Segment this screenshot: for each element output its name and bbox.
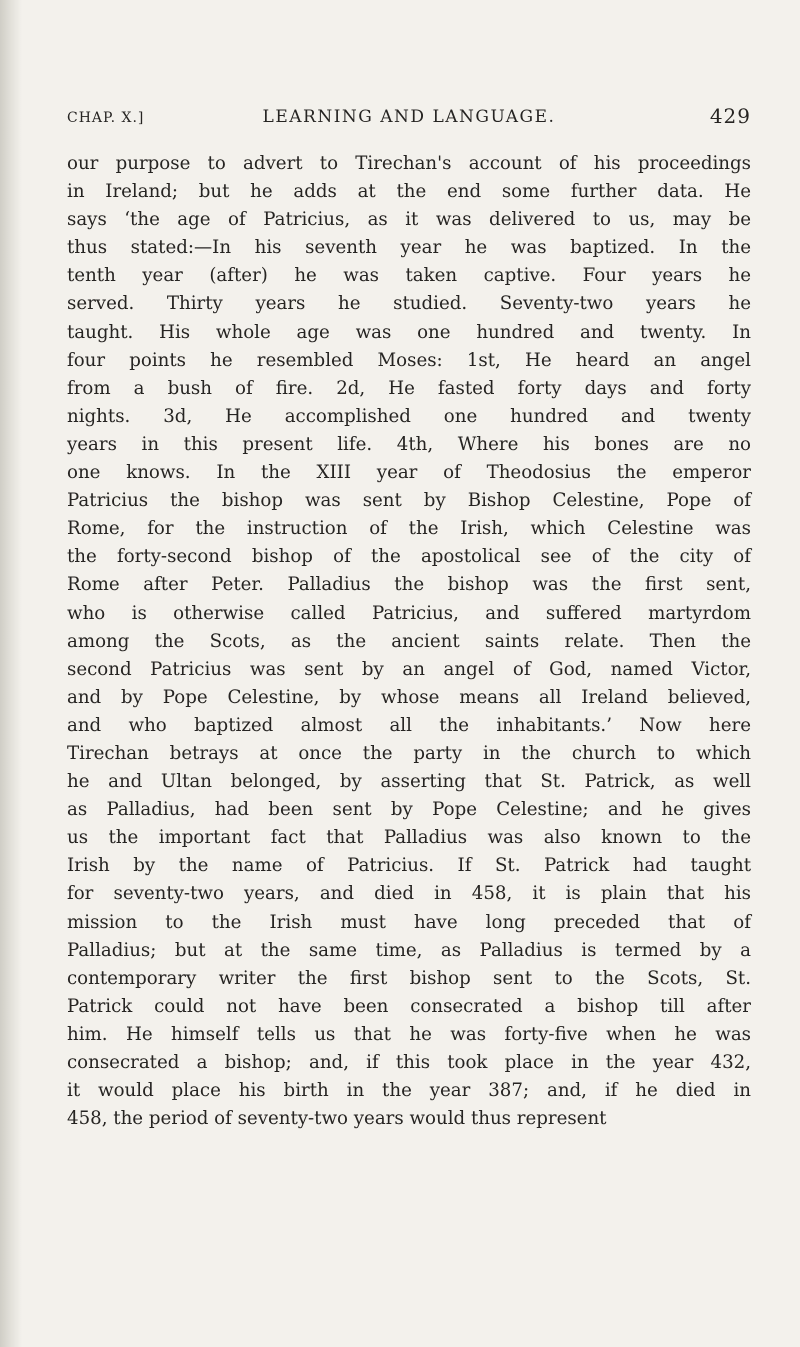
text-line: he and Ultan belonged, by asserting that St. Patrick, as well [67, 771, 751, 793]
text-line: Palladius; but at the same time, as Palladius is termed by a [67, 939, 751, 961]
text-line: from a bush of fire. 2d, He fasted forty days and forty [67, 377, 751, 399]
text-line: us the important fact that Palladius was also known to the [67, 827, 751, 849]
chapter-label: CHAP. X.] [67, 110, 145, 126]
text-line: taught. His whole age was one hundred and twenty. In [67, 321, 751, 343]
page-binding-shadow [0, 0, 22, 1347]
page-number: 429 [709, 104, 751, 128]
text-line: as Palladius, had been sent by Pope Celestine; and he gives [67, 799, 751, 821]
text-line: tenth year (after) he was taken captive. Four years he [67, 265, 751, 287]
text-line: and by Pope Celestine, by whose means all Ireland believed, [67, 686, 751, 708]
text-line: four points he resembled Moses: 1st, He heard an angel [67, 349, 751, 371]
text-line: Irish by the name of Patricius. If St. Patrick had taught [67, 855, 751, 877]
text-line: our purpose to advert to Tirechan's account of his proceedings [67, 153, 751, 174]
text-line: it would place his birth in the year 387; and, if he died in [67, 1080, 751, 1102]
page-body [67, 150, 751, 1133]
running-header [67, 104, 751, 134]
text-line: Patricius the bishop was sent by Bishop Celestine, Pope of [67, 490, 751, 512]
running-title: LEARNING AND LANGUAGE. [262, 107, 556, 127]
text-line: one knows. In the XIII year of Theodosius the emperor [67, 462, 751, 484]
text-line: Tirechan betrays at once the party in the church to which [67, 742, 751, 764]
text-line: mission to the Irish must have long preceded that of [67, 911, 751, 933]
text-line: contemporary writer the first bishop sent to the Scots, St. [67, 967, 751, 989]
text-line: second Patricius was sent by an angel of God, named Victor, [67, 658, 751, 680]
text-line: for seventy-two years, and died in 458, it is plain that his [67, 883, 751, 905]
text-line: 458, the period of seventy-two years would thus represent [67, 1108, 607, 1130]
text-line: who is otherwise called Patricius, and suffered martyrdom [67, 602, 751, 624]
text-line: Rome after Peter. Palladius the bishop was the first sent, [67, 574, 751, 596]
text-line: Patrick could not have been consecrated a bishop till after [67, 995, 751, 1017]
text-line: Rome, for the instruction of the Irish, which Celestine was [67, 518, 751, 540]
text-line: says ‘the age of Patricius, as it was delivered to us, may be [67, 209, 751, 231]
text-line: and who baptized almost all the inhabitants.’ Now here [67, 714, 751, 736]
text-line: nights. 3d, He accomplished one hundred and twenty [67, 405, 751, 427]
text-line: thus stated:—In his seventh year he was baptized. In the [67, 237, 751, 259]
text-line: in Ireland; but he adds at the end some further data. He [67, 181, 751, 203]
text-line: him. He himself tells us that he was forty-five when he was [67, 1023, 751, 1045]
text-line: served. Thirty years he studied. Seventy-two years he [67, 293, 751, 315]
text-line: the forty-second bishop of the apostolical see of the city of [67, 546, 751, 568]
text-line: years in this present life. 4th, Where his bones are no [67, 433, 751, 455]
text-line: consecrated a bishop; and, if this took place in the year 432, [67, 1052, 751, 1073]
text-line: among the Scots, as the ancient saints relate. Then the [67, 630, 751, 652]
